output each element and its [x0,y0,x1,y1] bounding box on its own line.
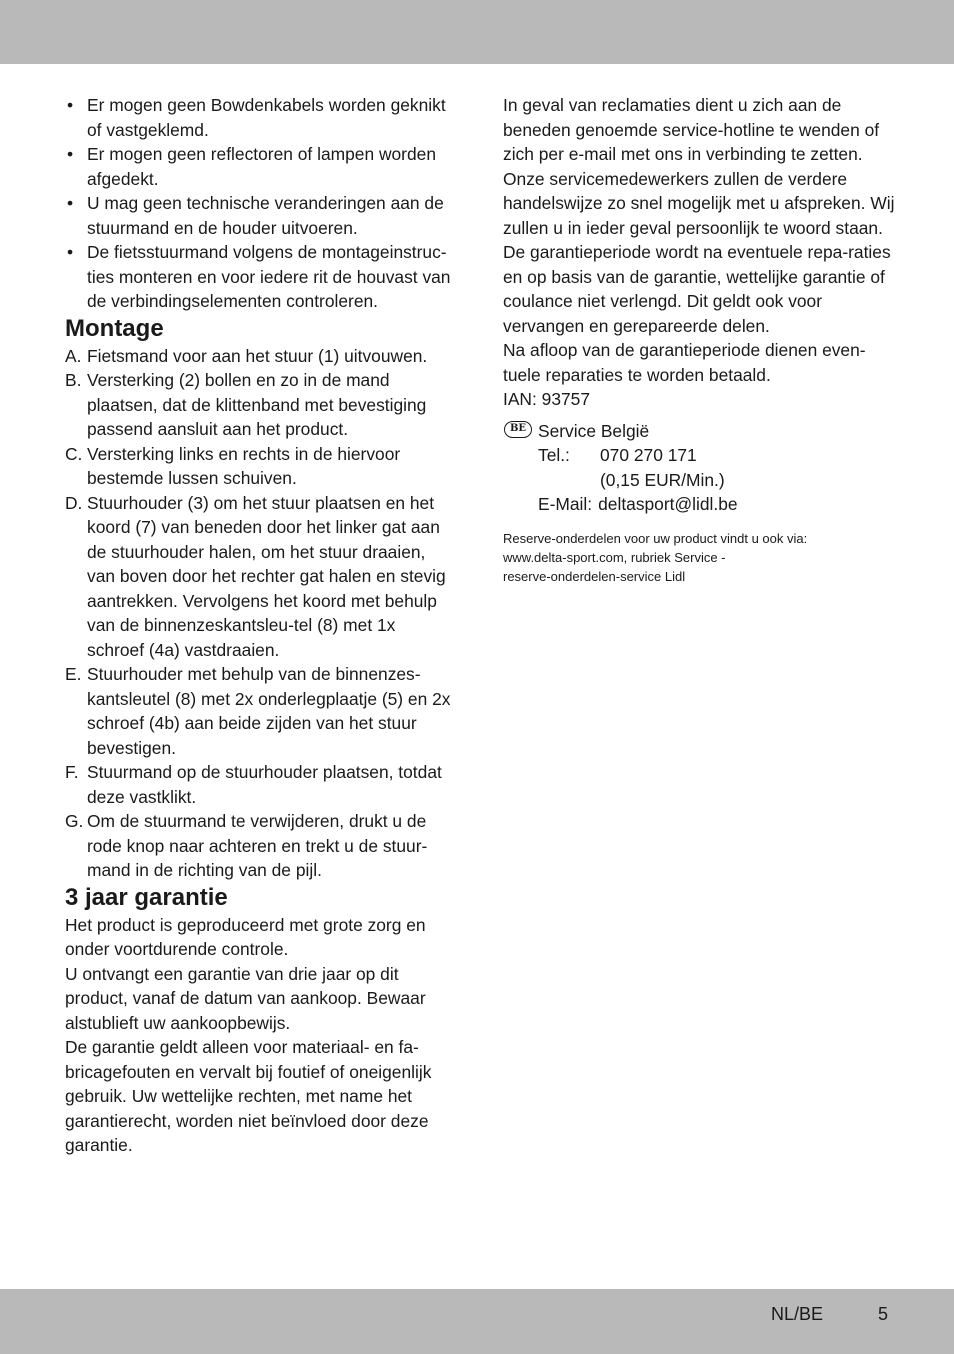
step-item [65,368,457,442]
list-item: • De fietsstuurmand volgens de montageinstruc-ties monteren en voor iedere rit de houvast van de verbindingselementen controleren. [65,240,457,314]
step-letter: F. [65,762,79,782]
service-title: Service België [538,420,650,441]
step-text: Stuurhouder met behulp van de binnenzes-kantsleutel (8) met 2x onderlegplaatje (5) en 2x schroef (4b) aan beide zijden van het stuur bevestigen. [87,664,451,758]
left-column [65,93,457,1158]
service-tel-row [538,443,898,468]
warranty-paragraph: De garantie geldt alleen voor materiaal- en fa-bricagefouten en vervalt bij foutief of oneigenlijk gebruik. Uw wettelijke rechten, met name het garantierecht, worden niet beïnvloed door deze garantie. [65,1037,432,1155]
warranty-heading: 3 jaar garantie [65,883,228,911]
footer-language: NL/BE [771,1304,824,1324]
list-item: • Er mogen geen Bowdenkabels worden geknikt of vastgeklemd. [65,93,457,142]
montage-heading: Montage [65,314,164,342]
step-letter: G. [65,811,84,831]
step-text: Stuurhouder (3) om het stuur plaatsen en het koord (7) van beneden door het linker gat aan de stuurhouder halen, om het stuur draaien, van boven door het rechter gat halen en stevig aantrekken. Vervolgens het koord met behulp van de binnenzeskantsleu-tel (8) met 1x schroef (4a) vastdraaien. [87,492,446,660]
warranty-paragraph: Het product is geproduceerd met grote zorg en onder voortdurende controle. [65,914,426,959]
step-item [65,760,457,809]
step-letter: E. [65,664,82,684]
right-column [503,93,898,586]
tel-value: 070 270 171 [600,445,697,465]
step-item [65,662,457,760]
spare-parts-line: Reserve-onderdelen voor uw product vindt u ook via: [503,530,808,546]
repairs-paragraph: Na afloop van de garantieperiode dienen even-tuele reparaties te worden betaald. [503,340,866,385]
claims-paragraph: In geval van reclamaties dient u zich aan de beneden genoemde service-hotline te wenden of zich per e-mail met ons in verbinding te zetten. Onze servicemedewerkers zullen de verdere handelswijze zo snel mogelijk met u afspreken. Wij zullen u in ieder geval persoonlijk te woord staan. [503,95,895,238]
step-text: Stuurmand op de stuurhouder plaatsen, totdat deze vastklikt. [87,762,442,807]
country-be-icon: BE [504,421,532,438]
step-item [65,491,457,663]
email-label: E-Mail: [538,494,593,514]
step-text: Versterking (2) bollen en zo in de mand plaatsen, dat de klittenband met bevestiging passend aansluit aan het product. [87,370,427,439]
page-number: 5 [878,1304,889,1324]
spacer [538,468,600,493]
spare-parts-line: www.delta-sport.com, rubriek Service - [503,549,726,565]
step-item [65,809,457,883]
step-letter: A. [65,345,82,366]
tel-label: Tel.: [538,445,570,465]
step-letter: C. [65,443,83,464]
step-item [65,344,457,369]
header-band [0,0,954,64]
warranty-period-paragraph: De garantieperiode wordt na eventuele repa-raties en op basis van de garantie, wettelijke garantie of coulance niet verlengd. Dit geldt ook voor vervangen en gerepareerde delen. [503,242,891,336]
step-text: Om de stuurmand te verwijderen, drukt u de rode knop naar achteren en trekt u de stuur-mand in de richting van de pijl. [87,811,428,880]
step-item [65,442,457,491]
tel-rate: (0,15 EUR/Min.) [600,469,725,490]
step-text: Fietsmand voor aan het stuur (1) uitvouwen. [87,345,428,366]
warranty-paragraph: U ontvangt een garantie van drie jaar op dit product, vanaf de datum van aankoop. Bewaar alstublieft uw aankoopbewijs. [65,963,426,1033]
list-item: • U mag geen technische veranderingen aan de stuurmand en de houder uitvoeren. [65,191,457,240]
step-letter: D. [65,492,83,513]
service-rate-row [538,468,898,493]
service-email-row [538,492,898,517]
list-item: • Er mogen geen reflectoren of lampen worden afgedekt. [65,142,457,191]
spare-parts-line: reserve-onderdelen-service Lidl [503,568,686,584]
email-value: deltasport@lidl.be [598,494,738,514]
step-text: Versterking links en rechts in de hiervoor bestemde lussen schuiven. [87,443,401,488]
spare-parts-note [503,529,898,586]
service-block [503,419,898,517]
safety-list [65,93,457,314]
step-letter: B. [65,370,82,390]
montage-steps [65,344,457,883]
ian-number: IAN: 93757 [503,389,591,409]
